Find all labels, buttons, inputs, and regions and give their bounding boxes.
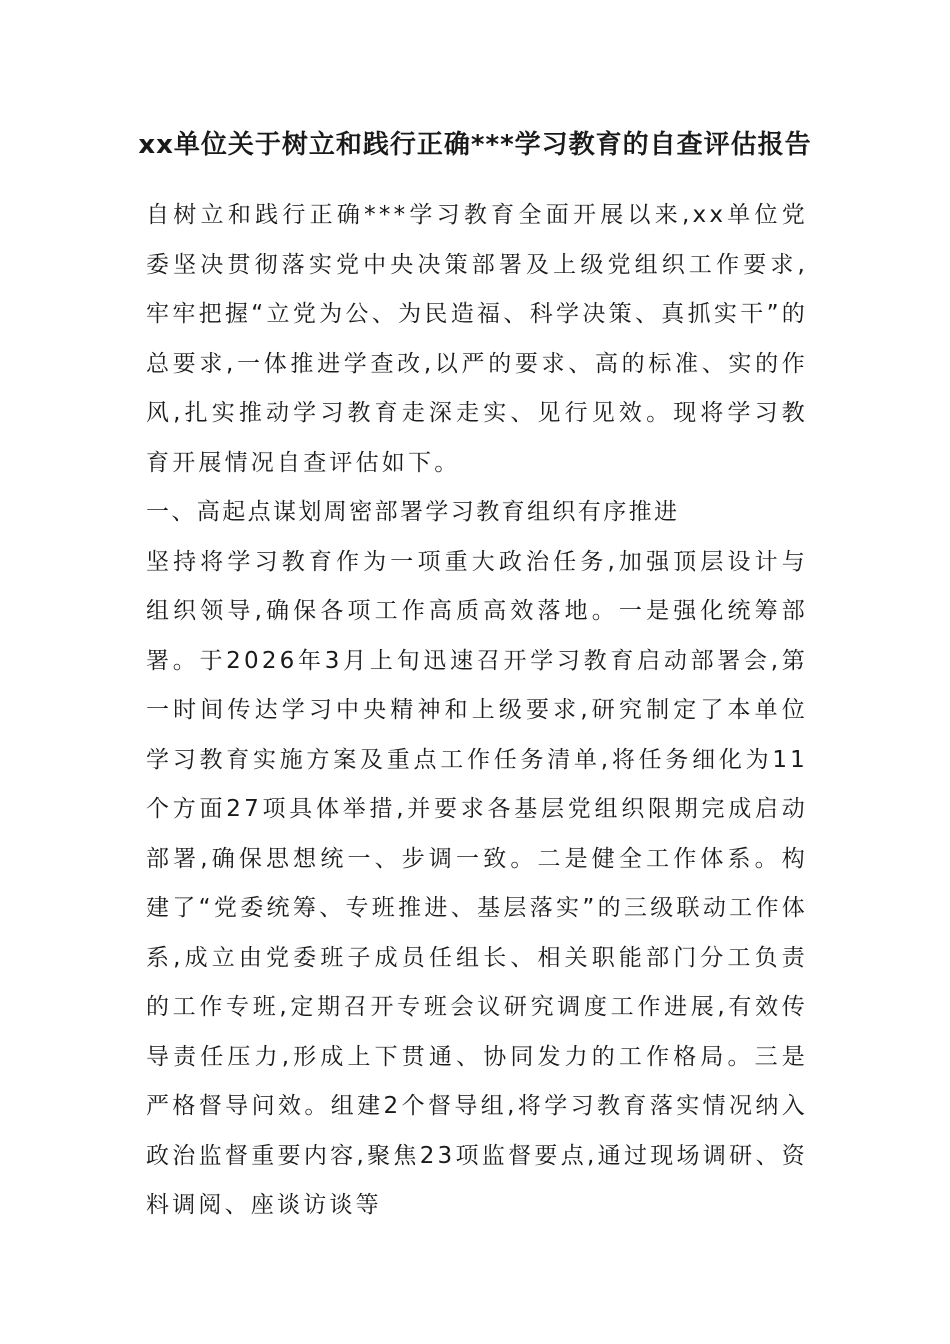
section-heading: 一、高起点谋划周密部署学习教育组织有序推进: [146, 499, 680, 525]
section-paragraph: 坚持将学习教育作为一项重大政治任务,加强顶层设计与组织领导,确保各项工作高质高效落地。一是强化统筹部署。于2026年3月上旬迅速召开学习教育启动部署会,第一时间传达学习中央精神和上级要求,研究制定了本单位学习教育实施方案及重点工作任务清单,将任务细化为11个方面27项具体举措,并要求各基层党组织限期完成启动部署,确保思想统一、步调一致。二是健全工作体系。构建了“党委统筹、专班推进、基层落实”的三级联动工作体系,成立由党委班子成员任组长、相关职能部门分工负责的工作专班,定期召开专班会议研究调度工作进展,有效传导责任压力,形成上下贯通、协同发力的工作格局。三是严格督导问效。组建2个督导组,将学习教育落实情况纳入政治监督重要内容,聚焦23项监督要点,通过现场调研、资料调阅、座谈访谈等: [146, 548, 808, 1218]
document-body: [146, 191, 808, 1231]
intro-paragraph: 自树立和践行正确***学习教育全面开展以来,xx单位党委坚决贯彻落实党中央决策部署及上级党组织工作要求,牢牢把握“立党为公、为民造福、科学决策、真抓实干”的总要求,一体推进学查改,以严的要求、高的标准、实的作风,扎实推动学习教育走深走实、见行见效。现将学习教育开展情况自查评估如下。: [146, 202, 808, 476]
document-title: xx单位关于树立和践行正确***学习教育的自查评估报告: [138, 130, 812, 160]
